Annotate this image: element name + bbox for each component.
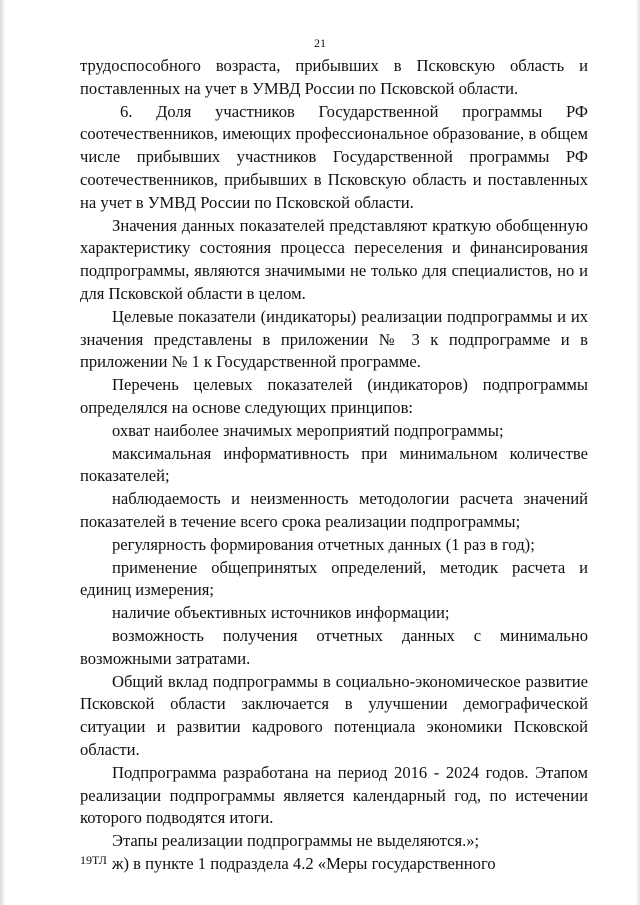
paragraph-principle-2: максимальная информативность при минимальном количестве показателей; — [80, 443, 588, 486]
paragraph-indicators-values: Значения данных показателей представляют краткую обобщенную характеристику состояния процесса переселения и финансирования подпрограммы, являются значимыми не только для специалистов, но и для Псковской области в целом. — [80, 215, 588, 303]
paragraph-principle-7: возможность получения отчетных данных с минимально возможными затратами. — [80, 625, 588, 668]
paragraph-continuation: трудоспособного возраста, прибывших в Псковскую область и поставленных на учет в УМВД России по Псковской области. — [80, 56, 588, 98]
page-number: 21 — [314, 36, 326, 50]
paragraph-period: Подпрограмма разработана на период 2016 - 2024 годов. Этапом реализации подпрограммы является календарный год, по истечении которого подводятся итоги. — [80, 762, 588, 828]
document-body — [80, 55, 588, 876]
paragraph-principles-intro: Перечень целевых показателей (индикаторов) подпрограммы определялся на основе следующих принципов: — [80, 375, 588, 417]
paragraph-principle-6: наличие объективных источников информации; — [112, 603, 450, 623]
scan-edge-right — [636, 0, 640, 905]
paragraph-overall-contribution: Общий вклад подпрограммы в социально-экономическое развитие Псковской области заключается в улучшении демографической ситуации и развитии кадрового потенциала экономики Псковской области. — [80, 671, 588, 759]
paragraph-principle-4: регулярность формирования отчетных данных (1 раз в год); — [112, 534, 535, 554]
paragraph-target-indicators: Целевые показатели (индикаторы) реализации подпрограммы и их значения представлены в приложении № 3 к подпрограмме и в приложении № 1 к Государственной программе. — [80, 306, 588, 372]
paragraph-principle-3: наблюдаемость и неизменность методологии расчета значений показателей в течение всего срока реализации подпрограммы; — [80, 489, 588, 531]
scan-edge-left — [0, 0, 6, 905]
paragraph-principle-1: охват наиболее значимых мероприятий подпрограммы; — [112, 420, 504, 440]
paragraph-stages: Этапы реализации подпрограммы не выделяются.»; — [112, 831, 480, 851]
paragraph-principle-5: применение общепринятых определений, методик расчета и единиц измерения; — [80, 557, 588, 600]
paragraph-item-zh: ж) в пункте 1 подраздела 4.2 «Меры государственного — [112, 853, 496, 873]
footer-code: 19ТЛ — [80, 853, 107, 867]
paragraph-item-6: 6. Доля участников Государственной программы РФ соотечественников, имеющих профессиональное образование, в общем числе прибывших участников Государственной программы РФ соотечественников, прибывших в Псковскую область и поставленных на учет в УМВД России по Псковской области. — [80, 101, 588, 212]
